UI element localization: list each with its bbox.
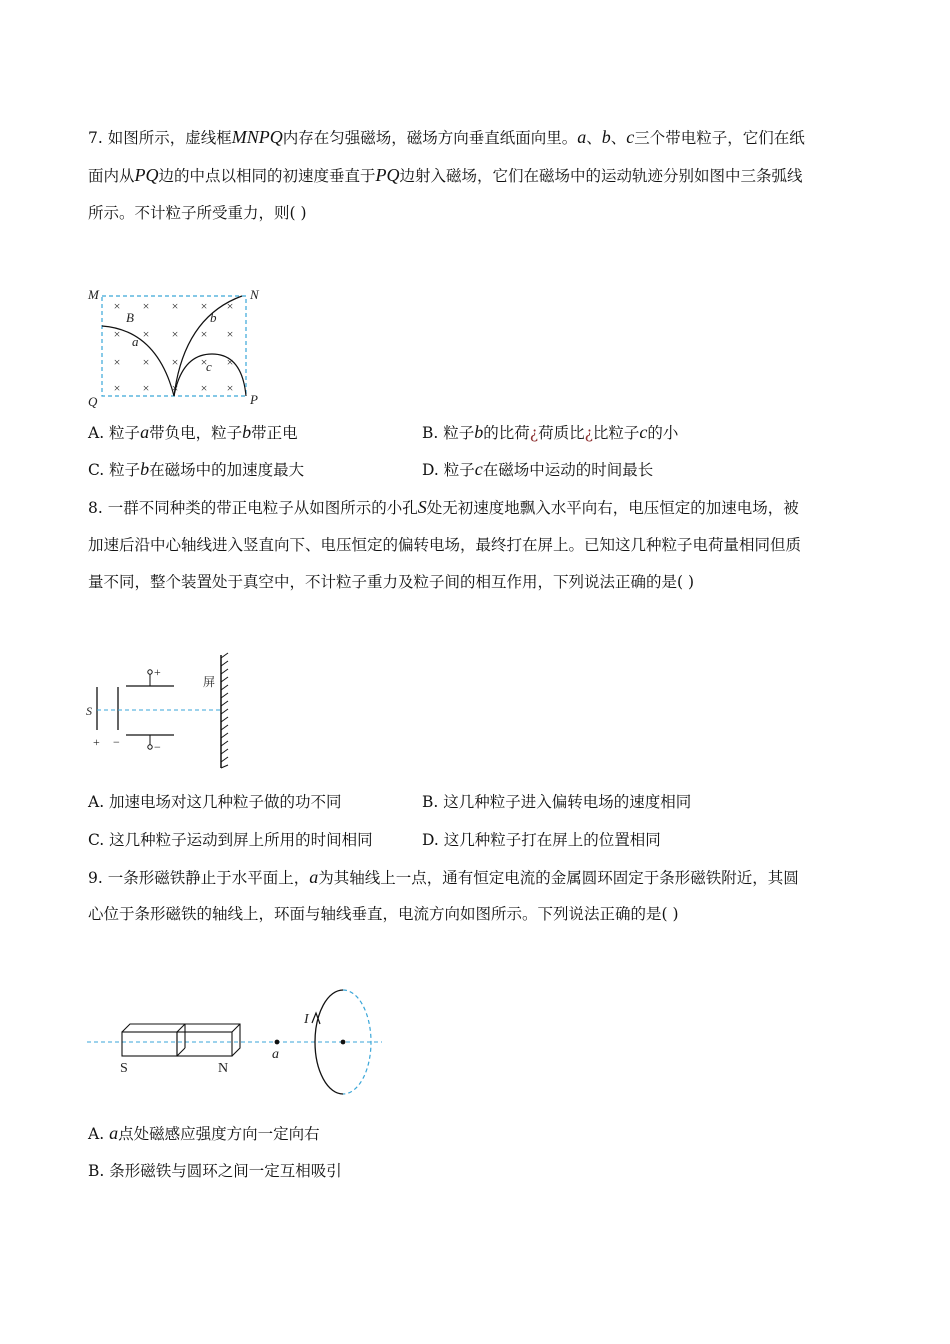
label-screen: 屏 <box>203 675 216 689</box>
label-b: b <box>210 310 217 325</box>
svg-text:×: × <box>142 299 150 313</box>
q8-accelerator-figure <box>82 650 242 770</box>
svg-text:×: × <box>113 327 121 341</box>
svg-text:×: × <box>142 327 150 341</box>
q9-option-a[interactable]: A. a点处磁感应强度方向一定向右 <box>88 1123 320 1143</box>
label-big-b: B <box>126 310 134 325</box>
label-current-i: I <box>304 1012 309 1027</box>
bar-magnet <box>122 1024 240 1056</box>
svg-text:×: × <box>200 327 208 341</box>
q9-magnet-ring-figure <box>82 980 392 1100</box>
svg-text:×: × <box>113 381 121 395</box>
label-left-plus: + <box>93 735 100 749</box>
svg-text:×: × <box>171 327 179 341</box>
q8-option-c[interactable]: C. 这几种粒子运动到屏上所用的时间相同 <box>88 831 373 849</box>
q8-option-b[interactable]: B. 这几种粒子进入偏转电场的速度相同 <box>422 793 692 811</box>
label-a: a <box>272 1047 279 1062</box>
q7-stem-line-3: 所示。不计粒子所受重力，则( ) <box>88 204 307 222</box>
svg-text:×: × <box>226 355 234 369</box>
q7-option-b[interactable]: B. 粒子b的比荷¿荷质比¿比粒子c的小 <box>422 422 679 442</box>
svg-text:×: × <box>171 381 179 395</box>
q7-magnetic-field-figure <box>82 282 272 412</box>
q9-stem-line-2: 心位于条形磁铁的轴线上，环面与轴线垂直，电流方向如图所示。下列说法正确的是( ) <box>88 905 679 923</box>
q8-option-d[interactable]: D. 这几种粒子打在屏上的位置相同 <box>422 831 661 849</box>
label-m: M <box>88 287 99 302</box>
svg-text:×: × <box>142 381 150 395</box>
label-s: S <box>120 1061 128 1076</box>
label-n: N <box>250 287 259 302</box>
q7-option-c[interactable]: C. 粒子b在磁场中的加速度最大 <box>88 459 305 479</box>
label-q: Q <box>88 394 98 409</box>
var-mnpq: MNPQ <box>231 127 283 147</box>
svg-text:×: × <box>113 299 121 313</box>
svg-text:×: × <box>226 299 234 313</box>
label-s: S <box>86 704 92 718</box>
label-p: P <box>250 392 258 407</box>
point-a <box>275 1040 280 1045</box>
label-c: c <box>206 359 212 374</box>
svg-text:×: × <box>113 355 121 369</box>
label-left-minus: − <box>113 735 120 749</box>
q8-stem-line-1: 8. 一群不同种类的带正电粒子从如图所示的小孔S处无初速度地飘入水平向右，电压恒定的加速电场，被 <box>88 497 799 517</box>
q8-option-a[interactable]: A. 加速电场对这几种粒子做的功不同 <box>88 793 342 811</box>
q7-stem-line-1: 7. 如图所示，虚线框MNPQ内存在匀强磁场，磁场方向垂直纸面向里。a、b、c三个带电粒子，它们在纸 <box>88 127 805 147</box>
svg-text:×: × <box>200 299 208 313</box>
q7-option-a[interactable]: A. 粒子a带负电，粒子b带正电 <box>88 422 298 442</box>
label-n: N <box>218 1061 229 1076</box>
q9-option-b[interactable]: B. 条形磁铁与圆环之间一定互相吸引 <box>88 1162 342 1180</box>
ring-center <box>341 1040 346 1045</box>
q8-stem-line-3: 量不同，整个装置处于真空中，不计粒子重力及粒子间的相互作用，下列说法正确的是( ) <box>88 573 695 591</box>
svg-text:×: × <box>226 327 234 341</box>
svg-text:×: × <box>171 299 179 313</box>
svg-text:×: × <box>200 355 208 369</box>
q7-option-d[interactable]: D. 粒子c在磁场中运动的时间最长 <box>422 459 654 479</box>
q9-stem-line-1: 9. 一条形磁铁静止于水平面上，a为其轴线上一点，通有恒定电流的金属圆环固定于条形磁铁附近，其圆 <box>88 867 799 887</box>
q8-stem-line-2: 加速后沿中心轴线进入竖直向下、电压恒定的偏转电场，最终打在屏上。已知这几种粒子电荷量相同但质 <box>88 536 802 554</box>
label-top-plus: + <box>154 665 161 679</box>
label-bottom-minus: − <box>154 740 161 754</box>
svg-text:×: × <box>142 355 150 369</box>
svg-text:×: × <box>171 355 179 369</box>
svg-text:×: × <box>226 381 234 395</box>
label-a: a <box>132 334 139 349</box>
q7-stem-line-2: 面内从PQ边的中点以相同的初速度垂直于PQ边射入磁场，它们在磁场中的运动轨迹分别如图中三条弧线 <box>88 165 803 185</box>
svg-text:×: × <box>200 381 208 395</box>
